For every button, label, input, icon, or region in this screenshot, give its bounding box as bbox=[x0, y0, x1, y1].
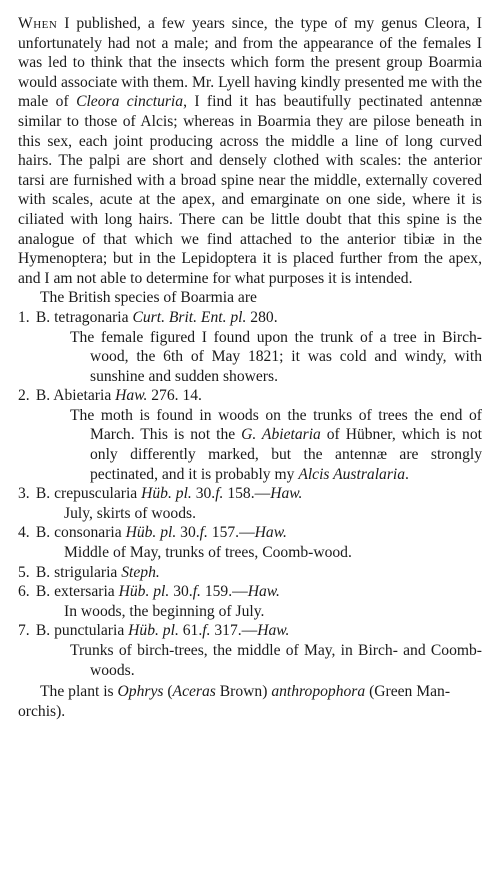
species-reference: 158.— bbox=[223, 485, 271, 503]
species-note: Trunks of birch-trees, the middle of May, in Birch- and Coomb-woods. bbox=[70, 642, 482, 679]
species-reference: 30. bbox=[176, 524, 200, 542]
species-reference: Hüb. pl. bbox=[118, 583, 170, 601]
species-name: Alcis Australaria bbox=[298, 465, 406, 483]
paragraph-text: I published, a few years since, the type of my genus Cleora, I unfortunately had not a male; and from the appearance of the females I was led to think that the insects which form the present group Boarmia would associate with them. Mr. Lyell having kindly presented me with the male of bbox=[18, 15, 482, 111]
species-reference: 317.— bbox=[210, 622, 258, 640]
species-number: 7. bbox=[18, 622, 30, 640]
plant-name: Aceras bbox=[172, 683, 216, 701]
species-name: Cleora cincturia bbox=[76, 93, 184, 111]
species-reference: 276. 14. bbox=[147, 387, 202, 405]
species-reference: 280. bbox=[246, 308, 278, 326]
species-entry bbox=[18, 621, 482, 641]
species-entry bbox=[18, 484, 482, 504]
species-number: 2. bbox=[18, 387, 30, 405]
note-text: The moth is found in woods on the trunks of trees the end of March. This is not the bbox=[70, 406, 482, 444]
species-reference: 159.— bbox=[200, 583, 248, 601]
note-text: Brown) bbox=[215, 683, 272, 701]
species-number: 4. bbox=[18, 524, 30, 542]
species-note: Middle of May, trunks of trees, Coomb-wood. bbox=[64, 544, 352, 562]
species-reference: f. bbox=[215, 485, 224, 503]
species-note: The female figured I found upon the trunk of a tree in Birch-wood, the 6th of May 1821; it was cold and windy, with sunshine and sudden showers. bbox=[70, 328, 482, 385]
species-reference: Curt. Brit. Ent. pl. bbox=[132, 308, 247, 326]
species-name: B. consonaria bbox=[35, 524, 126, 542]
species-reference: f. bbox=[202, 622, 211, 640]
species-name: B. crepuscularia bbox=[35, 485, 142, 503]
species-reference: f. bbox=[199, 524, 208, 542]
species-name: B. punctularia bbox=[35, 622, 129, 640]
species-reference: Steph. bbox=[121, 563, 160, 581]
species-name: G. Abietaria bbox=[241, 426, 321, 444]
species-entry bbox=[18, 582, 482, 602]
species-reference: 30. bbox=[191, 485, 216, 503]
species-reference: Haw. bbox=[254, 524, 287, 542]
species-reference: Haw. bbox=[115, 387, 148, 405]
species-number: 1. bbox=[18, 308, 30, 326]
species-entry bbox=[18, 386, 482, 406]
species-name: B. extersaria bbox=[35, 583, 119, 601]
species-reference: f. bbox=[192, 583, 201, 601]
species-note: July, skirts of woods. bbox=[64, 504, 196, 522]
species-number: 6. bbox=[18, 583, 30, 601]
species-reference: 61. bbox=[178, 622, 203, 640]
species-reference: Haw. bbox=[247, 583, 280, 601]
species-name: B. Abietaria bbox=[35, 387, 116, 405]
note-text: (Green Man-orchis). bbox=[18, 683, 451, 720]
plant-name: Ophrys bbox=[117, 683, 164, 701]
paragraph-text: , I find it has beautifully pectinated antennæ similar to those of Alcis; whereas in Boarmia they are pilose beneath in this sex, each joint producing across the middle a line of long curved hairs. The palpi are short and densely clothed with scales: the anterior tarsi are furnished with a broad spine near the middle, externally covered with scales, acute at the apex, and emarginate on one side, where it is ciliated with long hairs. There can be little doubt that this spine is the analogue of that which we find attached to the anterior tibiæ in the Hymenoptera; but in the Lepidoptera it is placed further from the apex, and I am not able to determine for what purposes it is intended. bbox=[18, 93, 482, 287]
plant-note bbox=[18, 682, 482, 721]
species-reference: 157.— bbox=[207, 524, 255, 542]
species-number: 5. bbox=[18, 563, 30, 581]
species-entry bbox=[18, 563, 482, 583]
species-reference: Hüb. pl. bbox=[128, 622, 179, 640]
species-list-heading: The British species of Boarmia are bbox=[40, 289, 257, 307]
drop-word: When bbox=[18, 15, 58, 32]
species-reference: Hüb. pl. bbox=[141, 485, 192, 503]
species-note bbox=[70, 406, 482, 484]
note-text: ( bbox=[163, 683, 173, 701]
note-text: The plant is bbox=[40, 683, 118, 701]
species-entry bbox=[18, 523, 482, 543]
species-reference: Hüb. pl. bbox=[125, 524, 177, 542]
species-name: B. tetragonaria bbox=[35, 308, 133, 326]
species-number: 3. bbox=[18, 485, 30, 503]
intro-paragraph bbox=[18, 14, 482, 288]
species-reference: 30. bbox=[169, 583, 193, 601]
species-note: In woods, the beginning of July. bbox=[64, 602, 265, 620]
species-reference: Haw. bbox=[257, 622, 290, 640]
plant-name: anthropophora bbox=[271, 683, 366, 701]
species-name: B. strigularia bbox=[35, 563, 122, 581]
species-reference: Haw. bbox=[270, 485, 303, 503]
species-entry bbox=[18, 308, 482, 328]
note-text: . bbox=[405, 465, 409, 483]
note-text: of Hübner, which is not only differently marked, but the antennæ are strongly pectinated, and it is probably my bbox=[90, 426, 482, 483]
